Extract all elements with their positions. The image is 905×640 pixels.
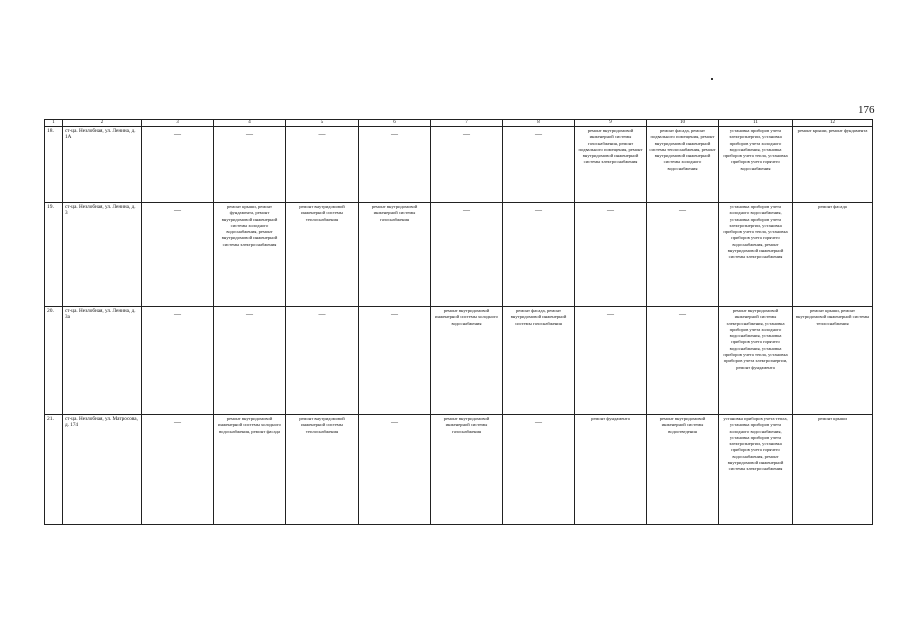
column-header: 11 bbox=[719, 120, 793, 127]
work-cell: ремонт крыши bbox=[793, 415, 873, 525]
work-cell: ремонт крыши, ремонт фундамента bbox=[793, 127, 873, 203]
work-cell: — bbox=[503, 415, 575, 525]
table-row bbox=[45, 127, 873, 203]
work-cell: — bbox=[142, 127, 214, 203]
work-cell: — bbox=[431, 203, 503, 307]
work-cell: ремонт крыши, ремонт внутридомовой инженерной системы теплоснабжения bbox=[793, 307, 873, 415]
table-row bbox=[45, 307, 873, 415]
work-cell: — bbox=[647, 307, 719, 415]
work-cell: ремонт внутридомовой инженерной системы электроснабжения, установка приборов учета холодного водоснабжения, установка приборов учета горячего водоснабжения, установка приборов учета тепла, установка приборов учета электроэнергии, ремонт фундамента bbox=[719, 307, 793, 415]
row-number: 19. bbox=[45, 203, 63, 307]
work-cell: ремонт внутридомовой инженерной системы газоснабжения bbox=[359, 203, 431, 307]
column-header: 8 bbox=[503, 120, 575, 127]
column-header: 6 bbox=[359, 120, 431, 127]
work-cell: — bbox=[142, 415, 214, 525]
column-header: 5 bbox=[286, 120, 359, 127]
work-cell: ремонт внутридомовой инженерной системы газоснабжения, ремонт подвального помещения, ремонт внутридомовой инженерной системы электроснабжения bbox=[575, 127, 647, 203]
row-number: 21. bbox=[45, 415, 63, 525]
work-cell: — bbox=[286, 127, 359, 203]
work-cell: — bbox=[214, 307, 286, 415]
table-row bbox=[45, 203, 873, 307]
column-header: 2 bbox=[63, 120, 142, 127]
table-row bbox=[45, 415, 873, 525]
work-cell: — bbox=[142, 307, 214, 415]
column-header: 7 bbox=[431, 120, 503, 127]
work-cell: — bbox=[503, 203, 575, 307]
row-number: 18. bbox=[45, 127, 63, 203]
work-cell: — bbox=[431, 127, 503, 203]
work-cell: ремонт внутридомовой инженерной системы теплоснабжения bbox=[286, 203, 359, 307]
work-cell: ремонт фасада bbox=[793, 203, 873, 307]
work-cell: установка приборов учета тепла, установка приборов учета холодного водоснабжения, установка приборов учета электроэнергии, установка приборов учета горячего водоснабжения, ремонт внутридомовой инженерной системы электроснабжения bbox=[719, 415, 793, 525]
scan-speck bbox=[711, 78, 713, 80]
column-header: 1 bbox=[45, 120, 63, 127]
work-cell: ремонт крыши, ремонт фундамента, ремонт внутридомовой инженерной системы холодного водоснабжения, ремонт внутридомовой инженерной системы электроснабжения bbox=[214, 203, 286, 307]
work-cell: установка приборов учета холодного водоснабжения, установка приборов учета электроэнергии, установка приборов учета тепла, установка приборов учета горячего водоснабжения, ремонт внутридомовой инженерной системы электроснабжения bbox=[719, 203, 793, 307]
work-cell: — bbox=[286, 307, 359, 415]
work-cell: — bbox=[359, 127, 431, 203]
work-cell: ремонт фундамента bbox=[575, 415, 647, 525]
row-number: 20. bbox=[45, 307, 63, 415]
work-cell: — bbox=[575, 307, 647, 415]
work-cell: ремонт внутридомовой инженерной системы водоотведения bbox=[647, 415, 719, 525]
work-cell: — bbox=[359, 307, 431, 415]
column-number-row bbox=[45, 120, 873, 127]
address-cell: ст-ца. Незлобная, ул. Ленина, д. 3 bbox=[63, 203, 142, 307]
work-cell: ремонт фасада, ремонт подвального помещения, ремонт внутридомовой инженерной системы теплоснабжения, ремонт внутридомовой инженерной системы холодного водоснабжения bbox=[647, 127, 719, 203]
work-cell: — bbox=[214, 127, 286, 203]
work-cell: — bbox=[647, 203, 719, 307]
work-cell: установка приборов учета электроэнергии, установка приборов учета холодного водоснабжения, установка приборов учета тепла, установка приборов учета горячего водоснабжения bbox=[719, 127, 793, 203]
repair-schedule-table bbox=[44, 119, 873, 525]
address-cell: ст-ца. Незлобная, ул. Ленина, д. 3а bbox=[63, 307, 142, 415]
work-cell: — bbox=[503, 127, 575, 203]
work-cell: ремонт внутридомовой инженерной системы теплоснабжения bbox=[286, 415, 359, 525]
address-cell: ст-ца. Незлобная, ул. Ленина, д. 1А bbox=[63, 127, 142, 203]
column-header: 4 bbox=[214, 120, 286, 127]
page-number: 176 bbox=[858, 104, 875, 116]
work-cell: ремонт внутридомовой инженерной системы холодного водоснабжения, ремонт фасада bbox=[214, 415, 286, 525]
work-cell: ремонт внутридомовой инженерной системы газоснабжения bbox=[431, 415, 503, 525]
work-cell: — bbox=[575, 203, 647, 307]
column-header: 10 bbox=[647, 120, 719, 127]
work-cell: ремонт внутридомовой инженерной системы холодного водоснабжения bbox=[431, 307, 503, 415]
work-cell: — bbox=[359, 415, 431, 525]
work-cell: ремонт фасада, ремонт внутридомовой инженерной системы газоснабжения bbox=[503, 307, 575, 415]
column-header: 12 bbox=[793, 120, 873, 127]
work-cell: — bbox=[142, 203, 214, 307]
column-header: 9 bbox=[575, 120, 647, 127]
column-header: 3 bbox=[142, 120, 214, 127]
address-cell: ст-ца. Незлобная, ул. Матросова, д. 174 bbox=[63, 415, 142, 525]
